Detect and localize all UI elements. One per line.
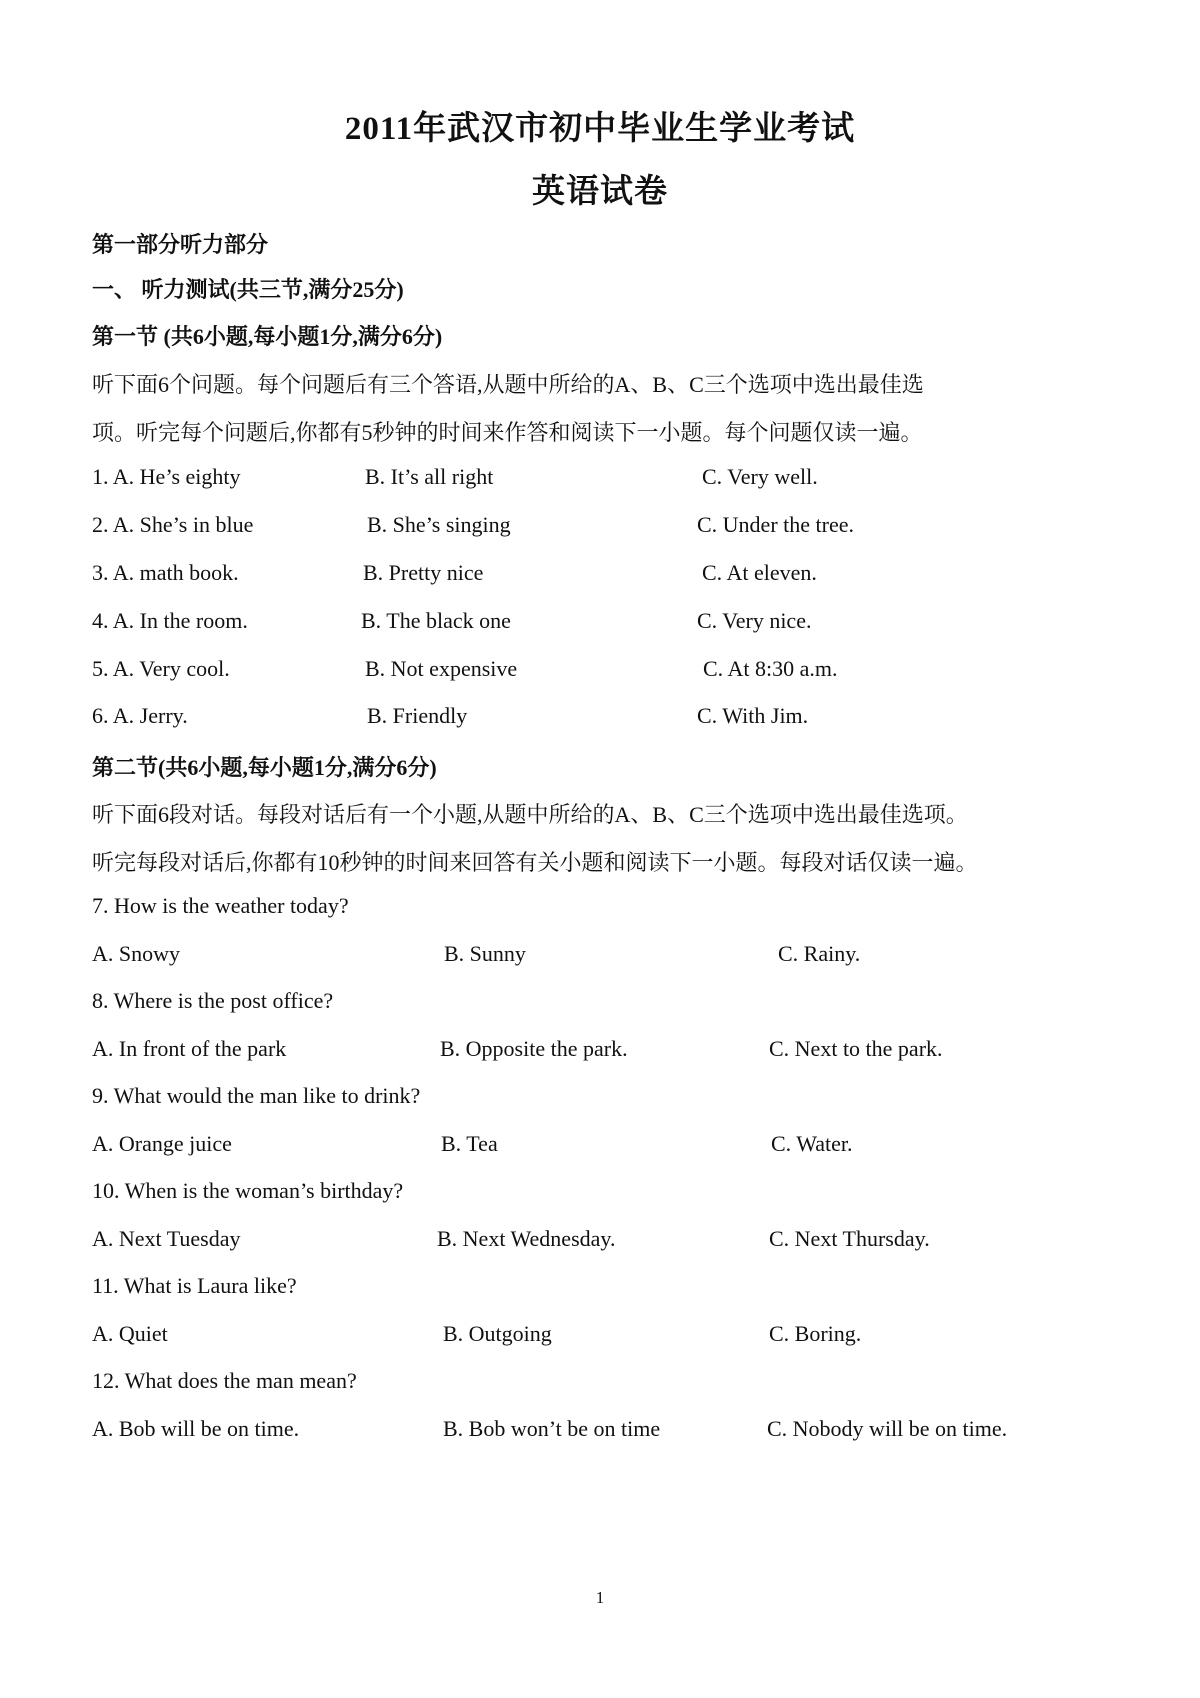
option-b: B. Tea: [441, 1131, 498, 1156]
exam-title: 2011年武汉市初中毕业生学业考试: [344, 111, 856, 147]
option-a: A. Next Tuesday: [92, 1226, 241, 1251]
option-c: C. Water.: [771, 1131, 853, 1156]
part-one-heading: 第一部分听力部分: [92, 232, 269, 257]
option-a: 1. A. He’s eighty: [92, 464, 241, 489]
section-one-instructions-line-2: 项。听完每个问题后,你都有5秒钟的时间来作答和阅读下一小题。每个问题仅读一遍。: [92, 420, 923, 445]
option-c: C. Very well.: [702, 464, 818, 489]
exam-subtitle: 英语试卷: [532, 174, 668, 210]
section-one-heading: 第一节 (共6小题,每小题1分,满分6分): [92, 324, 443, 349]
option-b: B. Outgoing: [443, 1321, 552, 1346]
option-b: B. Pretty nice: [363, 560, 484, 585]
option-a: 4. A. In the room.: [92, 608, 248, 633]
option-b: B. Bob won’t be on time: [443, 1416, 661, 1441]
option-c: C. Next to the park.: [769, 1036, 943, 1061]
option-a: A. Snowy: [92, 941, 181, 966]
option-b: B. It’s all right: [365, 464, 494, 489]
option-a: A. Bob will be on time.: [92, 1416, 300, 1441]
question-text: 12. What does the man mean?: [92, 1368, 357, 1393]
option-b: B. Not expensive: [365, 656, 518, 681]
option-a: A. Quiet: [92, 1321, 168, 1346]
option-b: B. The black one: [361, 608, 511, 633]
option-a: A. In front of the park: [92, 1036, 287, 1061]
option-c: C. With Jim.: [697, 703, 809, 728]
option-a: 3. A. math book.: [92, 560, 239, 585]
option-a: 6. A. Jerry.: [92, 703, 188, 728]
option-c: C. Next Thursday.: [769, 1226, 930, 1251]
option-b: B. Sunny: [444, 941, 526, 966]
section-one-instructions-line-1: 听下面6个问题。每个问题后有三个答语,从题中所给的A、B、C三个选项中选出最佳选: [92, 372, 924, 397]
option-b: B. Next Wednesday.: [437, 1226, 616, 1251]
option-c: C. Under the tree.: [697, 512, 854, 537]
option-b: B. Friendly: [367, 703, 468, 728]
option-c: C. Very nice.: [697, 608, 812, 633]
option-b: B. Opposite the park.: [440, 1036, 628, 1061]
option-b: B. She’s singing: [367, 512, 511, 537]
option-c: C. Boring.: [769, 1321, 862, 1346]
option-a: A. Orange juice: [92, 1131, 232, 1156]
section-two-instructions-line-2: 听完每段对话后,你都有10秒钟的时间来回答有关小题和阅读下一小题。每段对话仅读一遍。: [92, 850, 978, 875]
question-text: 7. How is the weather today?: [92, 893, 349, 918]
option-c: C. At 8:30 a.m.: [703, 656, 838, 681]
option-a: 2. A. She’s in blue: [92, 512, 254, 537]
option-c: C. Nobody will be on time.: [767, 1416, 1008, 1441]
question-text: 8. Where is the post office?: [92, 988, 334, 1013]
page-number: 1: [595, 1588, 605, 1607]
question-text: 11. What is Laura like?: [92, 1273, 297, 1298]
option-a: 5. A. Very cool.: [92, 656, 230, 681]
section-two-heading: 第二节(共6小题,每小题1分,满分6分): [92, 755, 437, 780]
question-text: 10. When is the woman’s birthday?: [92, 1178, 404, 1203]
option-c: C. At eleven.: [702, 560, 817, 585]
section-two-instructions-line-1: 听下面6段对话。每段对话后有一个小题,从题中所给的A、B、C三个选项中选出最佳选项。: [92, 802, 968, 827]
option-c: C. Rainy.: [778, 941, 861, 966]
question-text: 9. What would the man like to drink?: [92, 1083, 421, 1108]
listening-section-heading: 一、 听力测试(共三节,满分25分): [92, 277, 404, 302]
